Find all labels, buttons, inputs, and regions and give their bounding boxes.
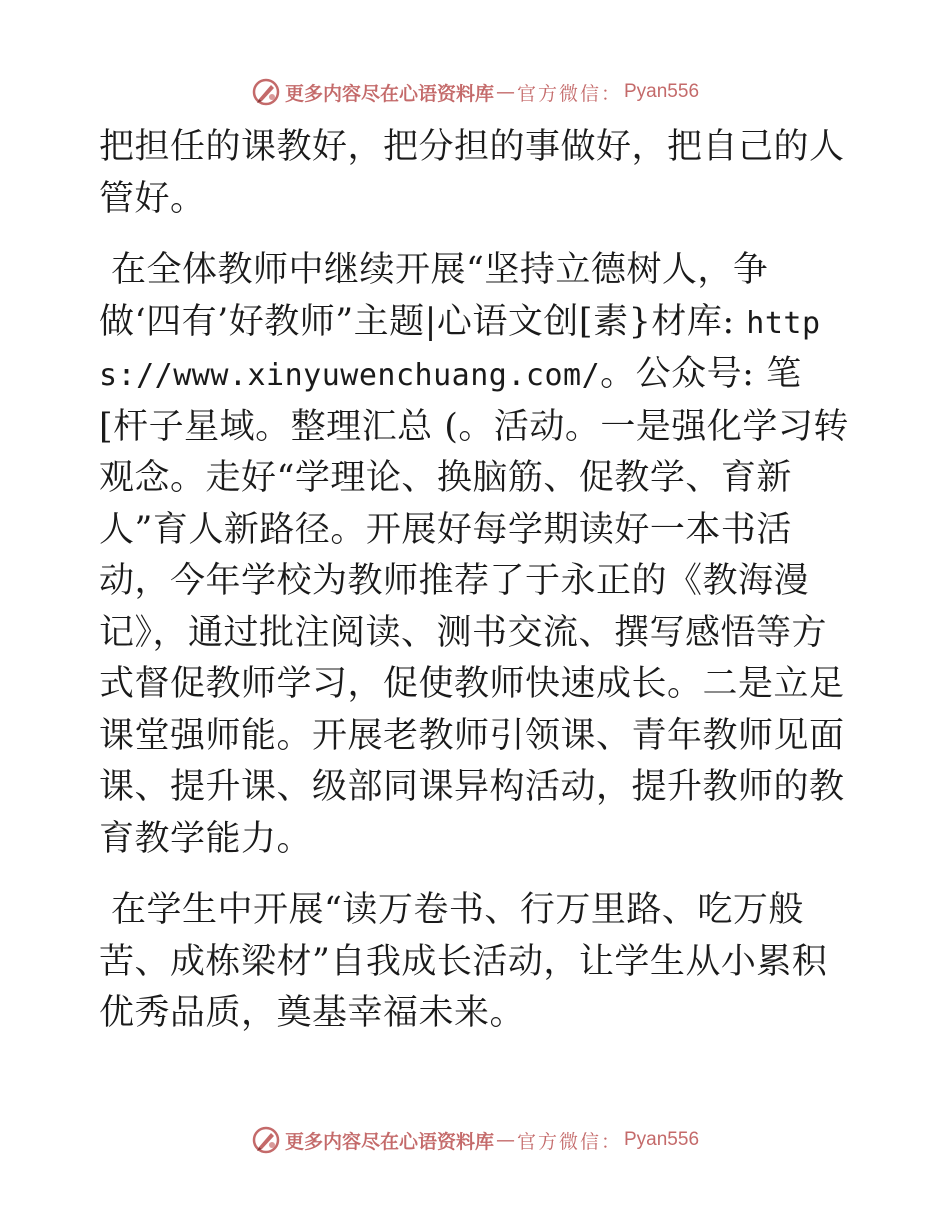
- paragraph-2-text-a: 在全体教师中继续开展“坚持立德树人，争做‘四有’好教师”主题|心语文创[素}材库:: [99, 250, 769, 342]
- footer-banner: [0, 1120, 950, 1160]
- separator-dash: —: [495, 1129, 515, 1151]
- site-text: 更多内容尽在心语资料库: [284, 1130, 494, 1153]
- document-body: [99, 122, 851, 1060]
- paragraph-2: [99, 245, 851, 865]
- header-banner: [0, 72, 950, 112]
- paragraph-3: 在学生中开展“读万卷书、行万里路、吃万般苦、成栋梁材”自我成长活动，让学生从小累积优秀品质，奠基幸福未来。: [99, 890, 828, 1033]
- site-text: 更多内容尽在心语资料库: [284, 82, 494, 105]
- paragraph-2-text-b: 。公众号: 笔[杆子星域。整理汇总 (。活动。一是强化学习转观念。走好“学理论、换脑筋、促教学、育新人”育人新路径。开展好每学期读好一本书活动，今年学校为教师推荐了于永正的《教海漫记》，通过批注阅读、测书交流、撰写感悟等方式督促教师学习，促使教师快速成长。二是立足课堂强师能。开展老教师引领课、青年教师见面课、提升课、级部同课异构活动，提升教师的教育教学能力。: [99, 354, 849, 859]
- resource-link[interactable]: https://www.xinyuwenchuang.com/: [99, 305, 821, 393]
- wechat-label: 官方微信：: [516, 1130, 622, 1153]
- wechat-id: Pyan556: [624, 81, 700, 102]
- wechat-label: 官方微信：: [516, 82, 622, 105]
- pen-circle-icon: [251, 1125, 281, 1155]
- wechat-id: Pyan556: [624, 1129, 700, 1150]
- paragraph-1: 把担任的课教好，把分担的事做好，把自己的人管好。: [99, 127, 845, 219]
- pen-circle-icon: [251, 77, 281, 107]
- separator-dash: —: [495, 81, 515, 103]
